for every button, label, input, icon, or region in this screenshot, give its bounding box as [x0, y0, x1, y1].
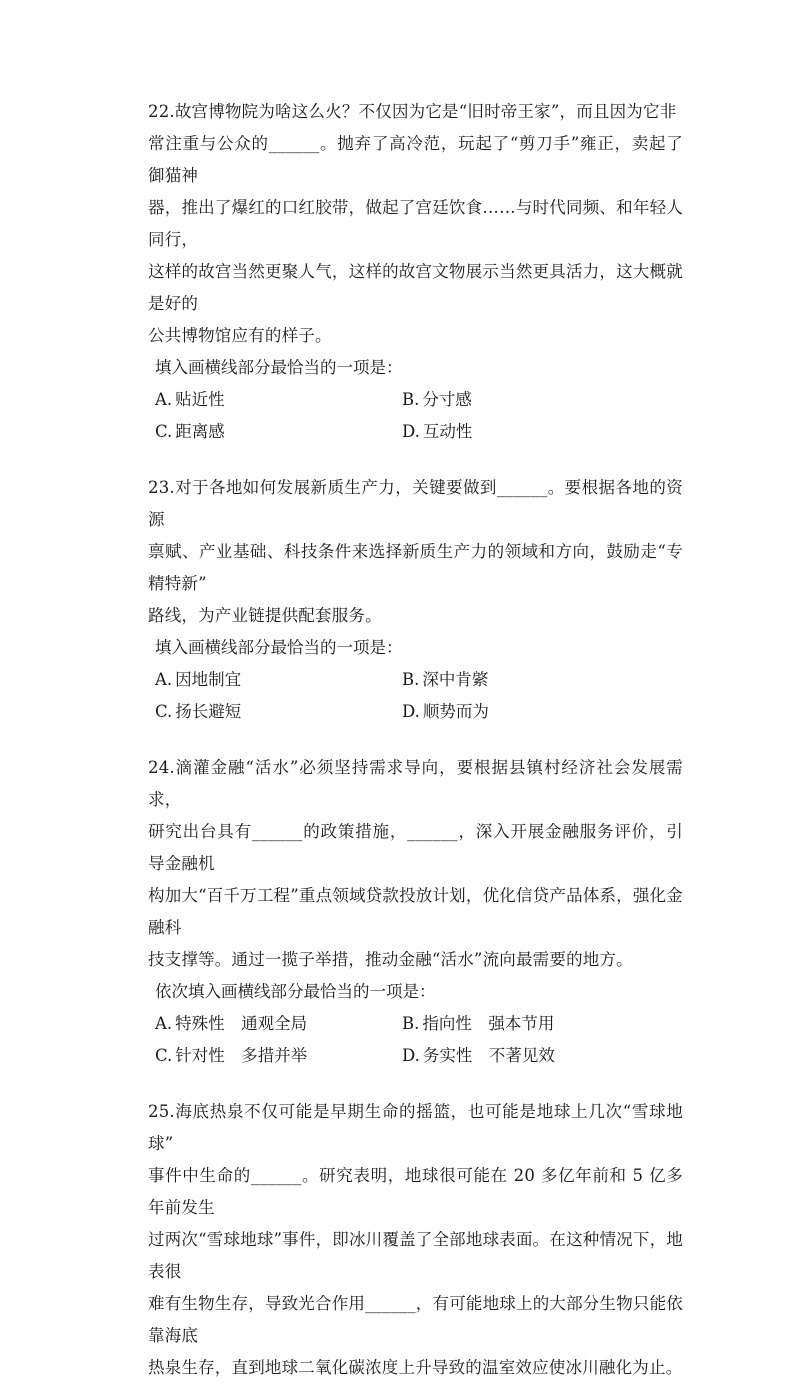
option-c: [155, 1040, 402, 1072]
option-letter: B.: [402, 670, 420, 689]
question-25: [148, 1096, 683, 1384]
question-23: [148, 472, 683, 728]
answer-options: [148, 384, 683, 448]
option-d: [402, 1040, 649, 1072]
option-letter: A.: [155, 1014, 173, 1033]
option-a: [155, 664, 402, 696]
option-letter: A.: [155, 390, 173, 409]
question-stem-line: 构加大“百千万工程”重点领域贷款投放计划，优化信贷产品体系，强化金融科: [148, 886, 683, 937]
option-d: [402, 416, 649, 448]
question-prompt: 依次填入画横线部分最恰当的一项是：: [155, 982, 436, 1001]
option-a: [155, 1008, 402, 1040]
option-letter: B.: [402, 390, 420, 409]
option-c: [155, 416, 402, 448]
option-letter: C.: [155, 422, 173, 441]
option-letter: D.: [402, 1046, 420, 1065]
answer-options: [148, 664, 683, 728]
question-stem-line: 常注重与公众的______。抛弃了高冷范，玩起了“剪刀手”雍正，卖起了御猫神: [148, 134, 683, 185]
option-b: [402, 384, 649, 416]
question-spacer: [148, 448, 683, 472]
question-spacer: [148, 1072, 683, 1096]
question-stem-line: 禀赋、产业基础、科技条件来选择新质生产力的领域和方向，鼓励走“专精特新”: [148, 542, 683, 593]
question-stem-line: 过两次“雪球地球”事件，即冰川覆盖了全部地球表面。在这种情况下，地表很: [148, 1230, 683, 1281]
option-text: 扬长避短: [175, 702, 242, 721]
option-a: [155, 384, 402, 416]
option-letter: D.: [402, 702, 420, 721]
option-b: [402, 664, 649, 696]
question-stem-line: 24.滴灌金融“活水”必须坚持需求导向，要根据县镇村经济社会发展需求，: [148, 758, 683, 809]
option-text: 因地制宜: [175, 670, 242, 689]
question-prompt: 填入画横线部分最恰当的一项是：: [155, 358, 403, 377]
option-text: 贴近性: [175, 390, 225, 409]
option-d: [402, 696, 649, 728]
option-letter: A.: [155, 670, 173, 689]
option-letter: C.: [155, 1046, 173, 1065]
option-text: 深中肯綮: [422, 670, 489, 689]
option-text: 分寸感: [422, 390, 472, 409]
question-stem-line: 技支撑等。通过一揽子举措，推动金融“活水”流向最需要的地方。: [148, 950, 633, 969]
question-prompt: 填入画横线部分最恰当的一项是：: [155, 638, 403, 657]
question-stem-line: 这样的故宫当然更聚人气，这样的故宫文物展示当然更具活力，这大概就是好的: [148, 262, 683, 313]
option-b: [402, 1008, 649, 1040]
option-letter: B.: [402, 1014, 420, 1033]
question-stem-line: 器，推出了爆红的口红胶带，做起了宫廷饮食……与时代同频、和年轻人同行，: [148, 198, 683, 249]
question-22: [148, 96, 683, 448]
question-spacer: [148, 728, 683, 752]
option-letter: C.: [155, 702, 173, 721]
question-stem-line: 25.海底热泉不仅可能是早期生命的摇篮，也可能是地球上几次“雪球地球”: [148, 1102, 683, 1153]
option-c: [155, 696, 402, 728]
question-stem-line: 路线，为产业链提供配套服务。: [148, 606, 382, 625]
option-text: 顺势而为: [422, 702, 489, 721]
question-stem-line: 热泉生存，直到地球二氧化碳浓度上升导致的温室效应使冰川融化为止。: [148, 1358, 683, 1377]
question-stem-line: 22.故宫博物院为啥这么火？不仅因为它是“旧时帝王家”，而且因为它非: [148, 102, 677, 121]
question-stem-line: 公共博物馆应有的样子。: [148, 326, 332, 345]
question-stem-line: 研究出台具有______的政策措施，______，深入开展金融服务评价，引导金融机: [148, 822, 683, 873]
question-stem-line: 23.对于各地如何发展新质生产力，关键要做到______。要根据各地的资源: [148, 478, 683, 529]
option-text: 互动性: [422, 422, 473, 441]
option-text: 指向性 强本节用: [422, 1014, 555, 1033]
option-text: 针对性 多措并举: [175, 1046, 308, 1065]
option-text: 特殊性 通观全局: [175, 1014, 308, 1033]
option-text: 务实性 不著见效: [422, 1046, 555, 1065]
answer-options: [148, 1008, 683, 1072]
question-24: [148, 752, 683, 1072]
option-text: 距离感: [175, 422, 225, 441]
document-page: [148, 96, 683, 1384]
option-letter: D.: [402, 422, 420, 441]
question-stem-line: 事件中生命的______。研究表明，地球很可能在 20 多亿年前和 5 亿多年前发生: [148, 1166, 683, 1217]
question-stem-line: 难有生物生存，导致光合作用______，有可能地球上的大部分生物只能依靠海底: [148, 1294, 683, 1345]
